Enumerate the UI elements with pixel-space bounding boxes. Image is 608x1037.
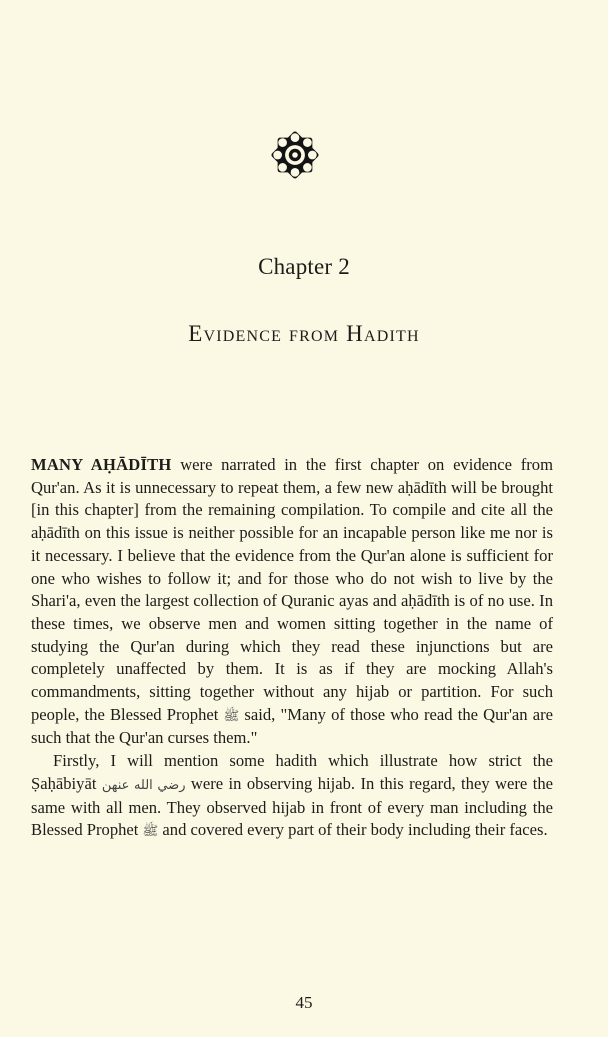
paragraph-1 (31, 454, 553, 750)
chapter-title: Evidence from Hadith (188, 321, 420, 346)
honorific-glyph: رضي الله عنهن (101, 776, 186, 792)
paragraph-2-text-c: and covered every part of their body including their faces. (158, 820, 548, 840)
paragraph-2-text-a: Firstly, I will mention some hadith which illustrate how strict the Ṣaḥābiyāt (31, 751, 553, 793)
paragraph-1-text-a: were narrated in the first chapter on evidence from Qur'an. As it is unnecessary to repeat them, a few new aḥādīth will be brought [in this chapter] from the remaining compilation. To compile and cite all the aḥādīth on this issue is neither possible for an incapable person like me nor is it necessary. I believe that the evidence from the Qur'an alone is sufficient for one who wishes to follow it; and for those who do not wish to live by the Shari'a, even the largest collection of Quranic ayas and aḥādīth is of no use. In these times, we observe men and women sitting together in the name of studying the Qur'an during which they read these injunctions but are completely unaffected by them. It is as if they are mocking Allah's commandments, sitting together without any hijab or partition. For such people, the Blessed Prophet (31, 455, 553, 724)
honorific-glyph: ﷺ (142, 823, 159, 839)
paragraph-lead-in: MANY AḤĀDĪTH (31, 455, 172, 474)
honorific-glyph: ﷺ (223, 707, 240, 723)
chapter-body (31, 454, 553, 843)
page-number: 45 (295, 993, 313, 1012)
octagonal-star-ornament-icon (264, 124, 326, 186)
paragraph-2-text-b: were in observing hijab. In this regard, they were the same with all men. They observed hijab in front of every man including the Blessed Prophet (31, 773, 553, 840)
chapter-number: Chapter 2 (258, 254, 350, 279)
paragraph-2 (31, 750, 553, 843)
paragraph-1-text-b: said, "Many of those who read the Qur'an are such that the Qur'an curses them." (31, 704, 554, 748)
